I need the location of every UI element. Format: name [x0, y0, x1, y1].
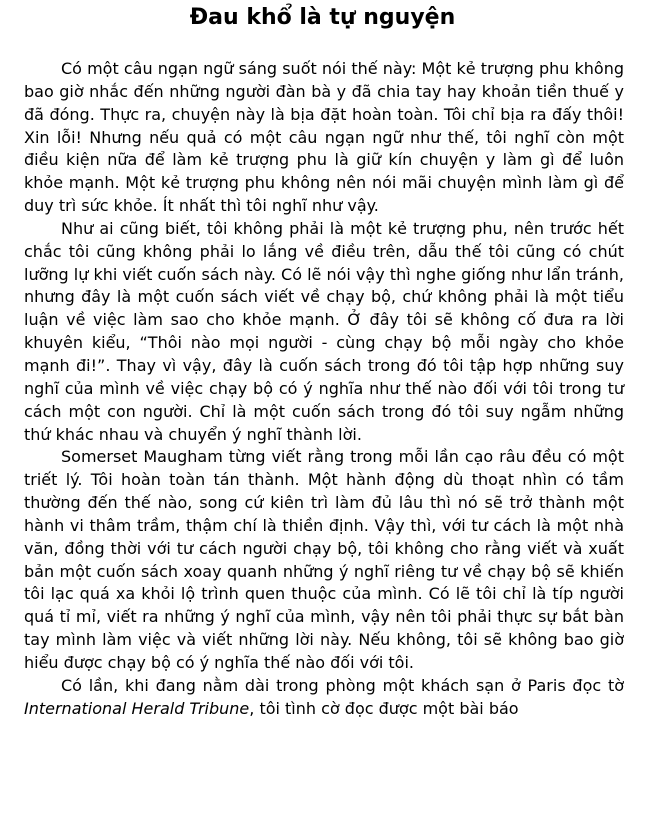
paragraph-3: Somerset Maugham từng viết rằng trong mỗi lần cạo râu đều có một triết lý. Tôi hoàn toàn tán thành. Một hành động dù thoạt nhìn có tầm thường đến thế nào, song cứ kiên trì làm đủ lâu thì nó sẽ trở thành một hành vi thâm trầm, thậm chí là thiền định. Vậy thì, với tư cách là một nhà văn, đồng thời với tư cách người chạy bộ, tôi không cho rằng viết và xuất bản một cuốn sách xoay quanh những ý nghĩ riêng tư về chạy bộ sẽ khiến tôi lạc quá xa khỏi lộ trình quen thuộc của mình. Có lẽ tôi chỉ là típ người quá tỉ mỉ, viết ra những ý nghĩ của mình, vậy nên tôi phải thực sự bắt bàn tay mình làm việc và viết những lời này. Nếu không, tôi sẽ không bao giờ hiểu được chạy bộ có ý nghĩa thế nào đối với tôi. [24, 447, 624, 672]
paragraph-2: Như ai cũng biết, tôi không phải là một kẻ trượng phu, nên trước hết chắc tôi cũng không phải lo lắng về điều trên, dẫu thế tôi cũng có chút lưỡng lự khi viết cuốn sách này. Có lẽ nói vậy thì nghe giống như lẩn tránh, nhưng đây là một cuốn sách viết về chạy bộ, chứ không phải là một tiểu luận về việc làm sao cho khỏe mạnh. Ở đây tôi sẽ không cố đưa ra lời khuyên kiểu, “Thôi nào mọi người - cùng chạy bộ mỗi ngày cho khỏe mạnh đi!”. Thay vì vậy, đây là cuốn sách trong đó tôi tập hợp những suy nghĩ của mình về việc chạy bộ có ý nghĩa như thế nào đối với tôi trong tư cách một con người. Chỉ là một cuốn sách trong đó tôi suy ngẫm những thứ khác nhau và chuyển ý nghĩ thành lời. [24, 218, 624, 444]
paragraph-1: Có một câu ngạn ngữ sáng suốt nói thế này: Một kẻ trượng phu không bao giờ nhắc đến những người đàn bà y đã chia tay hay khoản tiền thuế y đã đóng. Thực ra, chuyện này là bịa đặt hoàn toàn. Tôi chỉ bịa ra đấy thôi! Xin lỗi! Nhưng nếu quả có một câu ngạn ngữ như thế, tôi nghĩ còn một điều kiện nữa để làm kẻ trượng phu là giữ kín chuyện y làm gì để luôn khỏe mạnh. Một kẻ trượng phu không nên nói mãi chuyện mình làm gì để duy trì sức khỏe. Ít nhất thì tôi nghĩ như vậy. [24, 59, 624, 216]
document-body [24, 58, 624, 720]
document-title: Đau khổ là tự nguyện [189, 5, 456, 30]
paragraph-4-text-before: Có lần, khi đang nằm dài trong phòng một khách sạn ở Paris đọc tờ [61, 675, 624, 695]
newspaper-title: International Herald Tribune [24, 698, 250, 718]
paragraph-4 [24, 675, 624, 721]
paragraph-4-text-after: , tôi tình cờ đọc được một bài báo [249, 698, 519, 718]
